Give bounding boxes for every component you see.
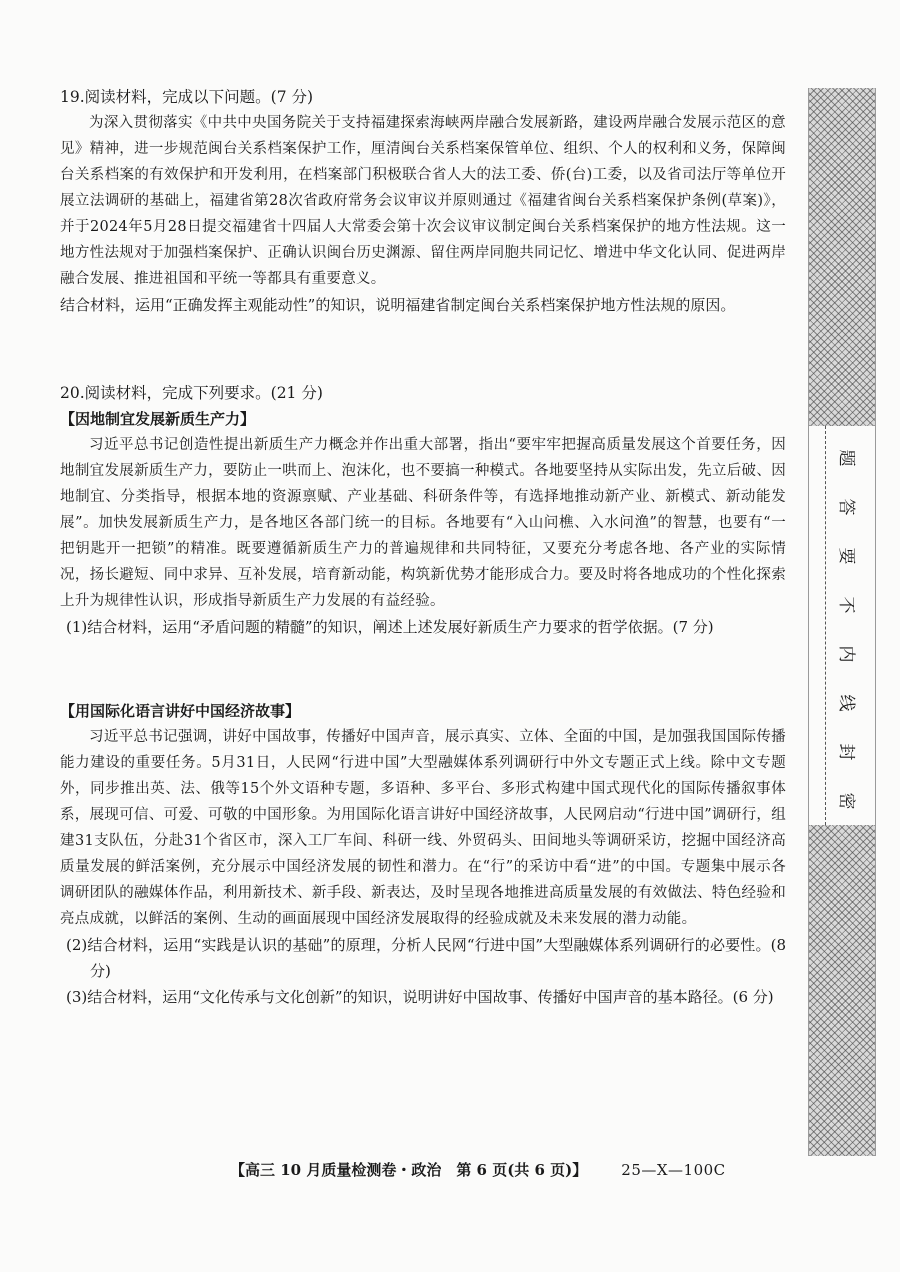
seal-char: 封 [836,743,856,761]
question-20 [60,380,786,1010]
section-title-new-productivity: 【因地制宜发展新质生产力】 [60,410,256,428]
seal-char: 要 [836,547,856,565]
answer-space-19 [60,318,786,380]
seal-char: 不 [836,596,856,614]
question-20-heading: 20.阅读材料，完成下列要求。(21 分) [60,384,323,402]
material-new-productivity: 习近平总书记创造性提出新质生产力概念并作出重大部署，指出“要牢牢把握高质量发展这个首要任务，因地制宜发展新质生产力，要防止一哄而上、泡沫化，也不要搞一种模式。各地要坚持从实际出发，先立后破、因地制宜、分类指导，根据本地的资源禀赋、产业基础、科研条件等，有选择地推动新产业、新模式、新动能发展”。加快发展新质生产力，是各地区各部门统一的目标。各地要有“入山问樵、入水问渔”的智慧，也要有“一把钥匙开一把锁”的精准。既要遵循新质生产力的普遍规律和共同特征，又要充分考虑各地、各产业的实际情况，扬长避短、同中求异、互补发展，培育新动能，构筑新优势才能形成合力。要及时将各地成功的个性化探索上升为规律性认识，形成指导新质生产力发展的有益经验。 [60,437,786,609]
seal-char: 密 [836,792,856,810]
section-title-china-economy-story: 【用国际化语言讲好中国经济故事】 [60,702,301,720]
page-footer [230,1158,790,1182]
footer-label: 【高三 10 月质量检测卷・政治 第 6 页(共 6 页)】 [230,1161,588,1179]
question-19-heading: 19.阅读材料，完成以下问题。(7 分) [60,88,314,106]
seal-char: 题 [836,449,856,467]
seal-char: 内 [836,645,856,663]
footer-code: 25—X—100C [621,1161,726,1179]
question-19-material: 为深入贯彻落实《中共中央国务院关于支持福建探索海峡两岸融合发展新路，建设两岸融合发展示范区的意见》精神，进一步规范闽台关系档案保护工作，厘清闽台关系档案保管单位、组织、个人的权利和义务，保障闽台关系档案的有效保护和开发利用，在档案部门积极联合省人大的法工委、侨(台)工委，以及省司法厅等单位开展立法调研的基础上，福建省第28次省政府常务会议审议并原则通过《福建省闽台关系档案保护条例(草案)》，并于2024年5月28日提交福建省十四届人大常委会第十次会议审议制定闽台关系档案保护的地方性法规。这一地方性法规对于加强档案保护、正确认识闽台历史渊源、留住两岸同胞共同记忆、增进中华文化认同、促进两岸融合发展、推进祖国和平统一等都具有重要意义。 [60,115,786,287]
seal-dashed-line [825,426,826,825]
questions-area [60,84,786,1010]
seal-hatch-top [809,88,875,426]
material-china-economy-story: 习近平总书记强调，讲好中国故事，传播好中国声音，展示真实、立体、全面的中国，是加强我国国际传播能力建设的重要任务。5月31日，人民网“行进中国”大型融媒体系列调研行中外文专题正式上线。除中文专题外，同步推出英、法、俄等15个外文语种专题，多语种、多平台、多形式构建中国式现代化的国际传播叙事体系，展现可信、可爱、可敬的中国形象。为用国际化语言讲好中国经济故事，人民网启动“行进中国”调研行，组建31支队伍，分赴31个省区市，深入工厂车间、科研一线、外贸码头、田间地头等调研采访，挖掘中国经济高质量发展的鲜活案例，充分展示中国经济发展的韧性和潜力。在“行”的采访中看“进”的中国。专题集中展示各调研团队的融媒体作品，利用新技术、新手段、新表达，及时呈现各地推进高质量发展的有效做法、特色经验和亮点成就，以鲜活的案例、生动的画面展现中国经济发展取得的经验成就及未来发展的潜力动能。 [60,729,786,927]
question-20-task-2: (2)结合材料，运用“实践是认识的基础”的原理，分析人民网“行进中国”大型融媒体系列调研行的必要性。(8 分) [66,936,786,980]
question-20-task-1: (1)结合材料，运用“矛盾问题的精髓”的知识，阐述上述发展好新质生产力要求的哲学依据。(7 分) [66,618,714,636]
seal-hatch-bottom [809,825,875,1156]
question-19 [60,84,786,318]
question-19-task: 结合材料，运用“正确发挥主观能动性”的知识，说明福建省制定闽台关系档案保护地方性法规的原因。 [60,296,736,314]
answer-space-20-1 [60,640,786,698]
seal-char: 线 [836,694,856,712]
seal-line-strip [808,88,876,1156]
seal-char: 答 [836,498,856,516]
question-20-task-3: (3)结合材料，运用“文化传承与文化创新”的知识，说明讲好中国故事、传播好中国声音的基本路径。(6 分) [66,988,774,1006]
seal-text-area [809,426,875,825]
